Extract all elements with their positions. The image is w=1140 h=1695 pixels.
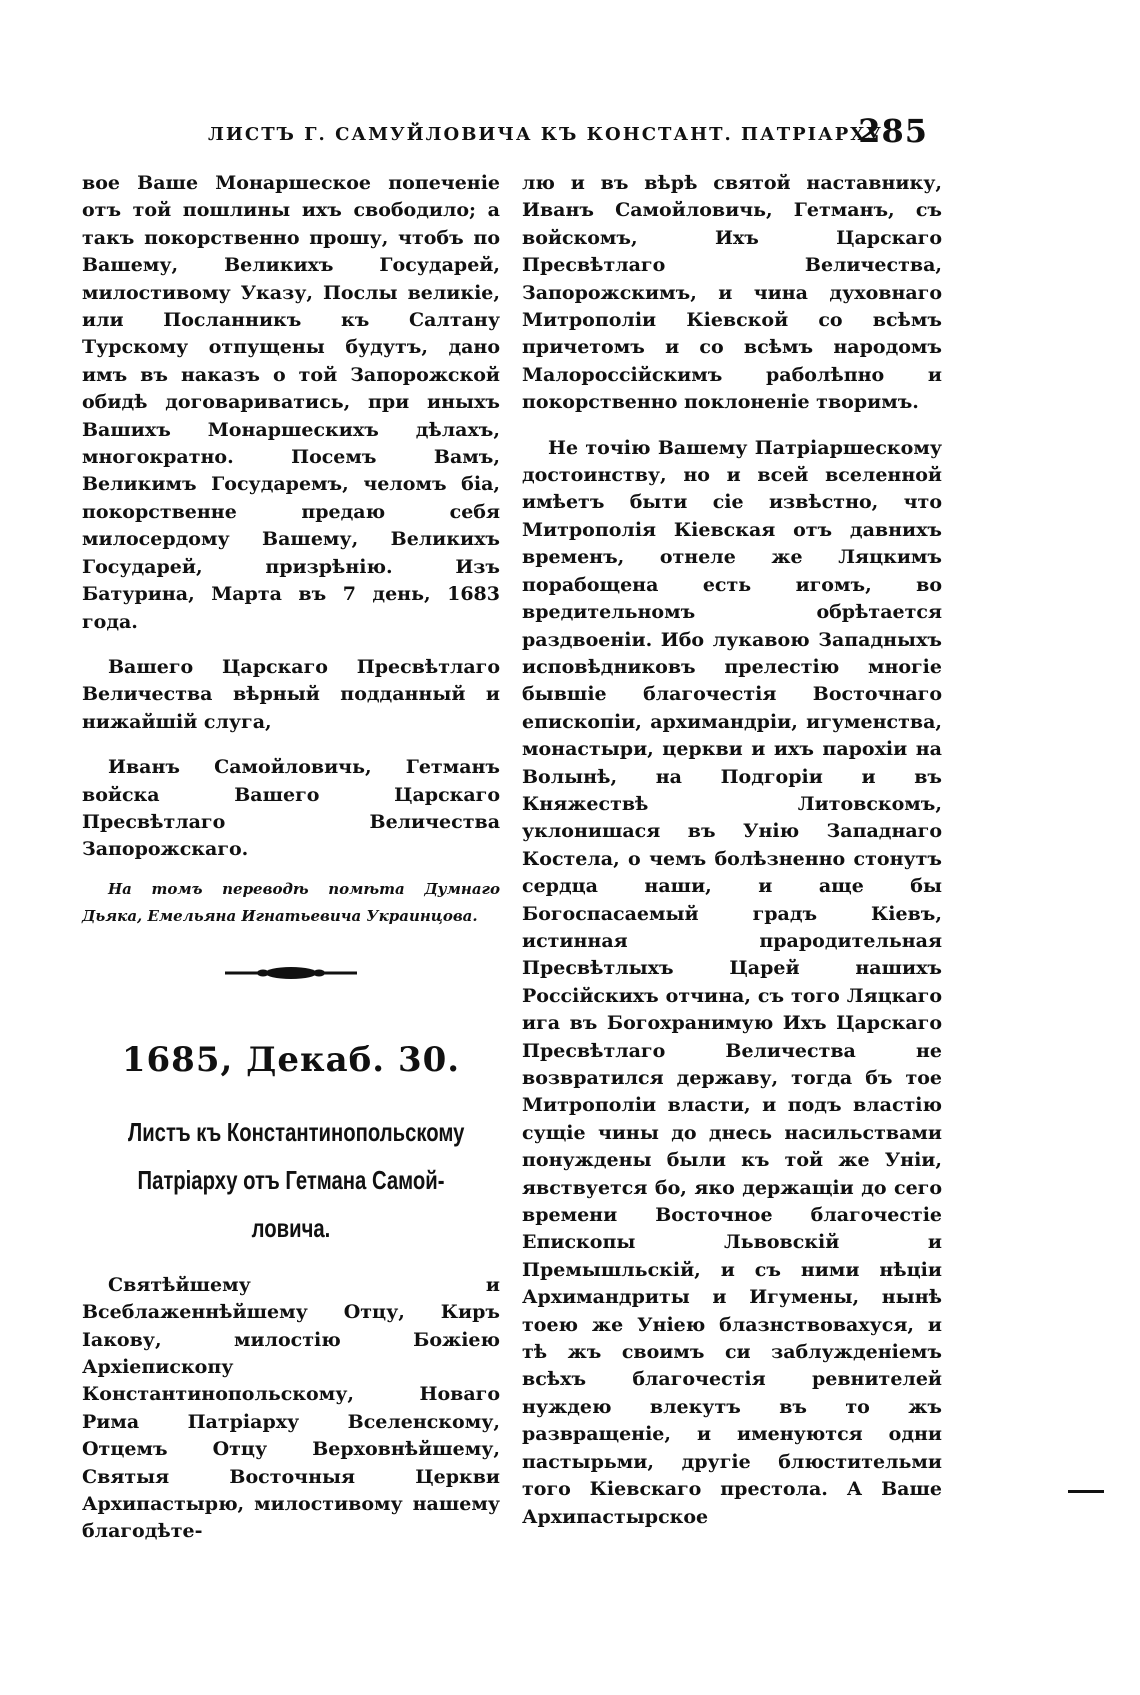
right-column [522, 170, 942, 1531]
section-divider-ornament [221, 962, 361, 984]
left-column [82, 170, 500, 1546]
document-title [127, 1108, 465, 1252]
document-date-heading: 1685, Декаб. 30. [121, 1039, 461, 1080]
signature-salutation: Вашего Царскаго Пресвѣтлаго Величества вѣрный подданный и нижайшій слуга, [82, 655, 500, 733]
page-number: 285 [858, 112, 928, 150]
letter-body-paragraph: Не точію Вашему Патріаршескому достоинству, но и всей вселенной имѣетъ быти сіе извѣстно, что Митрополія Кіевская отъ давнихъ временъ, отнеле же Ляцкимъ порабощена есть игомъ, во вредительномъ обрѣтается раздвоеніи. Ибо лукавою Западныхъ исповѣдниковъ прелестію многіе бывшіе благочестія Восточнаго епископіи, архимандріи, игуменства, монастыри, церкви и ихъ парохіи на Волынѣ, на Подгоріи и въ Княжествѣ Литовскомъ, уклонишася въ Унію Западнаго Костела, о чемъ болѣзненно стонутъ сердца наши, и аще бы Богоспасаемый градъ Кіевъ, истинная прародительная Пресвѣтлыхъ Царей нашихъ Россійскихъ отчина, съ того Ляцкаго ига въ Богохранимую Ихъ Царскаго Пресвѣтлаго Величества не возвратился державу, тогда бъ тое Митрополіи власти, и подъ властію сущіе чины до днесь насильствами понуждены были къ той же Уніи, явствуется бо, яко держащіи до сего времени Восточное благочестіе Епископы Львовскій и Премышльскій, и съ ними нѣціи Архимандриты и Игумены, нынѣ тоею же Уніею блазнствовахуся, и тѣ жъ своимъ си заблужденіемъ всѣхъ благочестія ревнителей нуждею влекутъ въ то жъ развращеніе, и именуются одни пастырьми, другіе блюстительми того Кіевскаго престола. А Ваше Архипастырское [522, 436, 942, 1528]
running-head [208, 112, 928, 156]
document-title-line: Листъ къ Константинопольскому [127, 1116, 465, 1147]
translation-note: На томъ переводѣ помѣта Думнаго Дьяка, Емельяна Игнатьевича Украинцова. [82, 879, 500, 925]
letter-closing-paragraph: вое Ваше Монаршеское попеченіе отъ той пошлины ихъ свободило; а такъ покорственно прошу, чтобъ по Вашему, Великихъ Государей, милостивому Указу, Послы великіе, или Посланникъ къ Салтану Турскому отпущены будутъ, дано имъ въ наказъ о той Запорожской обидѣ договариватись, при иныхъ Вашихъ Монаршескихъ дѣлахъ, многократно. Посемъ Вамъ, Великимъ Государемъ, челомъ біа, покорственне предаю себя милосердому Вашему, Великихъ Государей, призрѣнію. Изъ Батурина, Марта въ 7 день, 1683 года. [82, 172, 500, 633]
running-title: ЛИСТЪ Г. САМУЙЛОВИЧА КЪ КОНСТАНТ. ПАТРІАРХУ. [208, 124, 892, 145]
letter-greeting-paragraph: лю и въ вѣрѣ святой наставнику, Иванъ Самойловичь, Гетманъ, съ войскомъ, Ихъ Царскаго Пресвѣтлаго Величества, Запорожскимъ, и чина духовнаго Митрополіи Кіевской со всѣмъ причетомъ и со всѣмъ народомъ Малороссійскимъ раболѣпно и покорственно поклоненіе творимъ. [522, 172, 942, 414]
document-title-line: ловича. [251, 1212, 331, 1243]
signature-name: Иванъ Самойловичь, Гетманъ войска Вашего Царскаго Пресвѣтлаго Величества Запорожскаго. [82, 756, 500, 861]
margin-mark [1068, 1490, 1104, 1493]
letter-address-paragraph: Святѣйшему и Всеблаженнѣйшему Отцу, Киръ Іакову, милостію Божіею Архіепископу Константинопольскому, Новаго Рима Патріарху Вселенскому, Отцемъ Отцу Верховнѣйшему, Святыя Восточныя Церкви Архипастырю, милостивому нашему благодѣте- [82, 1273, 500, 1543]
document-title-line: Патріарху отъ Гетмана Самой- [137, 1164, 445, 1195]
